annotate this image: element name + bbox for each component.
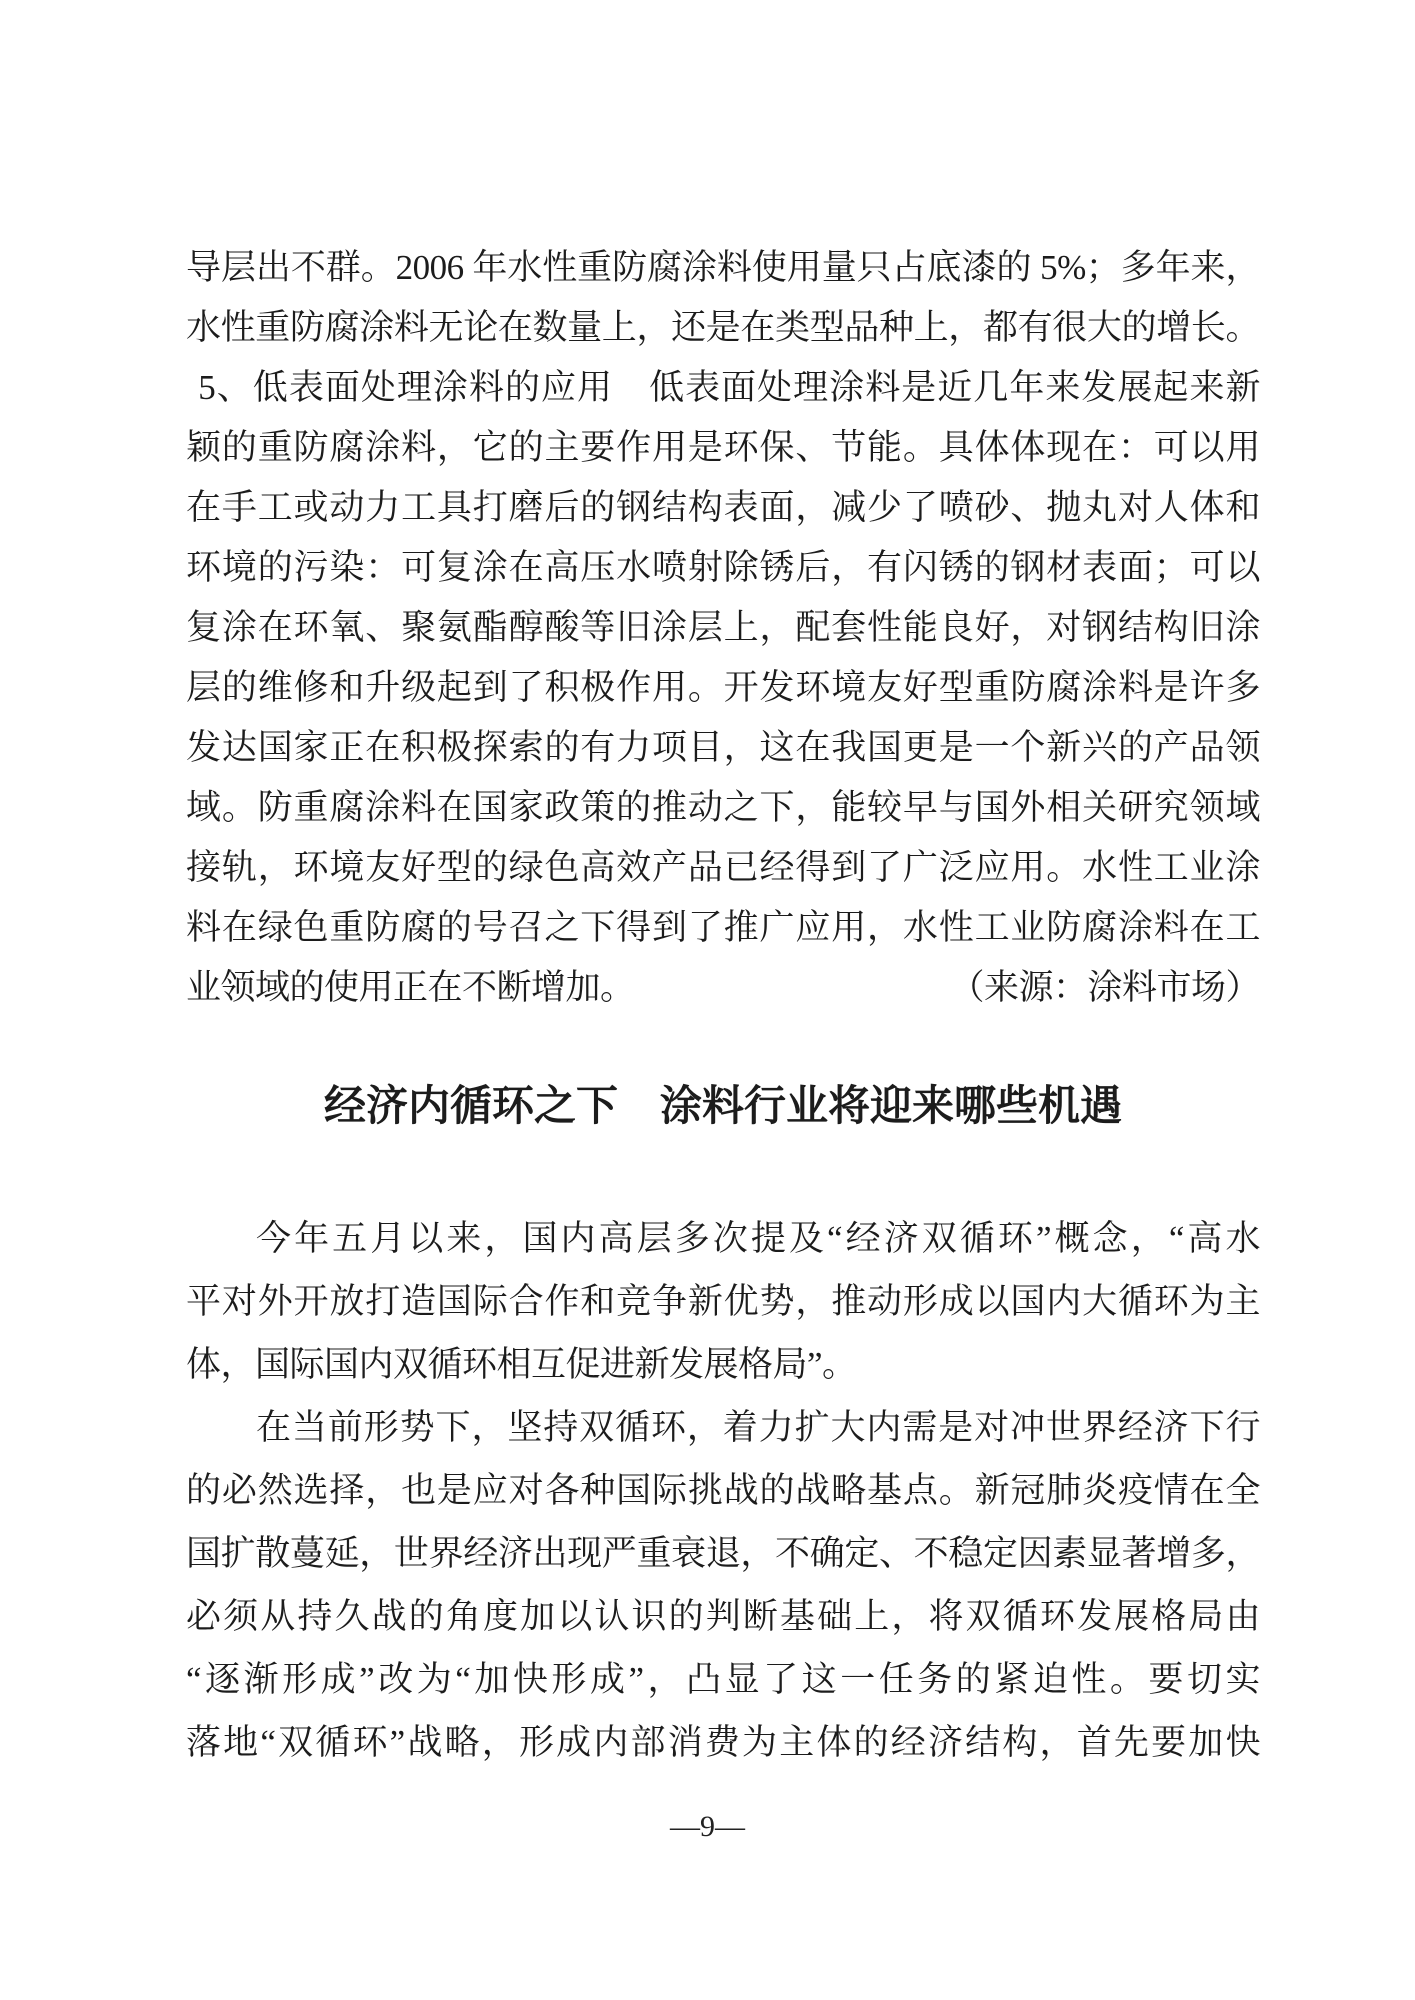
body-line: 落地“双循环”战略，形成内部消费为主体的经济结构，首先要加快 [186, 1723, 1260, 1762]
body-line: 导层出不群。2006 年水性重防腐涂料使用量只占底漆的 5%；多年来， [186, 248, 1260, 287]
body-line: “逐渐形成”改为“加快形成”，凸显了这一任务的紧迫性。要切实 [186, 1660, 1260, 1699]
body-line: 在手工或动力工具打磨后的钢结构表面，减少了喷砂、抛丸对人体和 [186, 488, 1260, 527]
body-line: 发达国家正在积极探索的有力项目，这在我国更是一个新兴的产品领 [186, 728, 1260, 767]
body-line: 水性重防腐涂料无论在数量上，还是在类型品种上，都有很大的增长。 [186, 308, 1260, 347]
article-continuation-body [186, 238, 1260, 1018]
body-line: 环境的污染：可复涂在高压水喷射除锈后，有闪锈的钢材表面；可以 [186, 548, 1260, 587]
body-line: 料在绿色重防腐的号召之下得到了推广应用，水性工业防腐涂料在工 [186, 908, 1260, 947]
closing-text: 业领域的使用正在不断增加。 [186, 968, 635, 1007]
article-title: 经济内循环之下 涂料行业将迎来哪些机遇 [323, 1084, 1122, 1130]
body-line: 颖的重防腐涂料，它的主要作用是环保、节能。具体体现在：可以用 [186, 428, 1260, 467]
body-closing-line [186, 958, 1260, 1018]
body-line: 的必然选择，也是应对各种国际挑战的战略基点。新冠肺炎疫情在全 [186, 1471, 1260, 1510]
body-line: 平对外开放打造国际合作和竞争新优势，推动形成以国内大循环为主 [186, 1282, 1260, 1321]
body-line: 国扩散蔓延，世界经济出现严重衰退，不确定、不稳定因素显著增多， [186, 1534, 1260, 1573]
page-number: —9— [670, 1810, 745, 1843]
body-line: 复涂在环氧、聚氨酯醇酸等旧涂层上，配套性能良好，对钢结构旧涂 [186, 608, 1260, 647]
body-line: 层的维修和升级起到了积极作用。开发环境友好型重防腐涂料是许多 [186, 668, 1260, 707]
source-credit: （来源：涂料市场） [949, 968, 1260, 1007]
body-line: 必须从持久战的角度加以认识的判断基础上，将双循环发展格局由 [186, 1597, 1260, 1636]
body-line-item-5: 5、低表面处理涂料的应用 低表面处理涂料是近几年来发展起来新 [198, 368, 1260, 407]
body-line: 接轨，环境友好型的绿色高效产品已经得到了广泛应用。水性工业涂 [186, 848, 1260, 887]
body-line: 体，国际国内双循环相互促进新发展格局”。 [186, 1345, 857, 1384]
body-line: 在当前形势下，坚持双循环，着力扩大内需是对冲世界经济下行 [256, 1408, 1260, 1447]
article-body [186, 1207, 1260, 1774]
body-line: 今年五月以来，国内高层多次提及“经济双循环”概念，“高水 [256, 1219, 1260, 1258]
body-line: 域。防重腐涂料在国家政策的推动之下，能较早与国外相关研究领域 [186, 788, 1260, 827]
